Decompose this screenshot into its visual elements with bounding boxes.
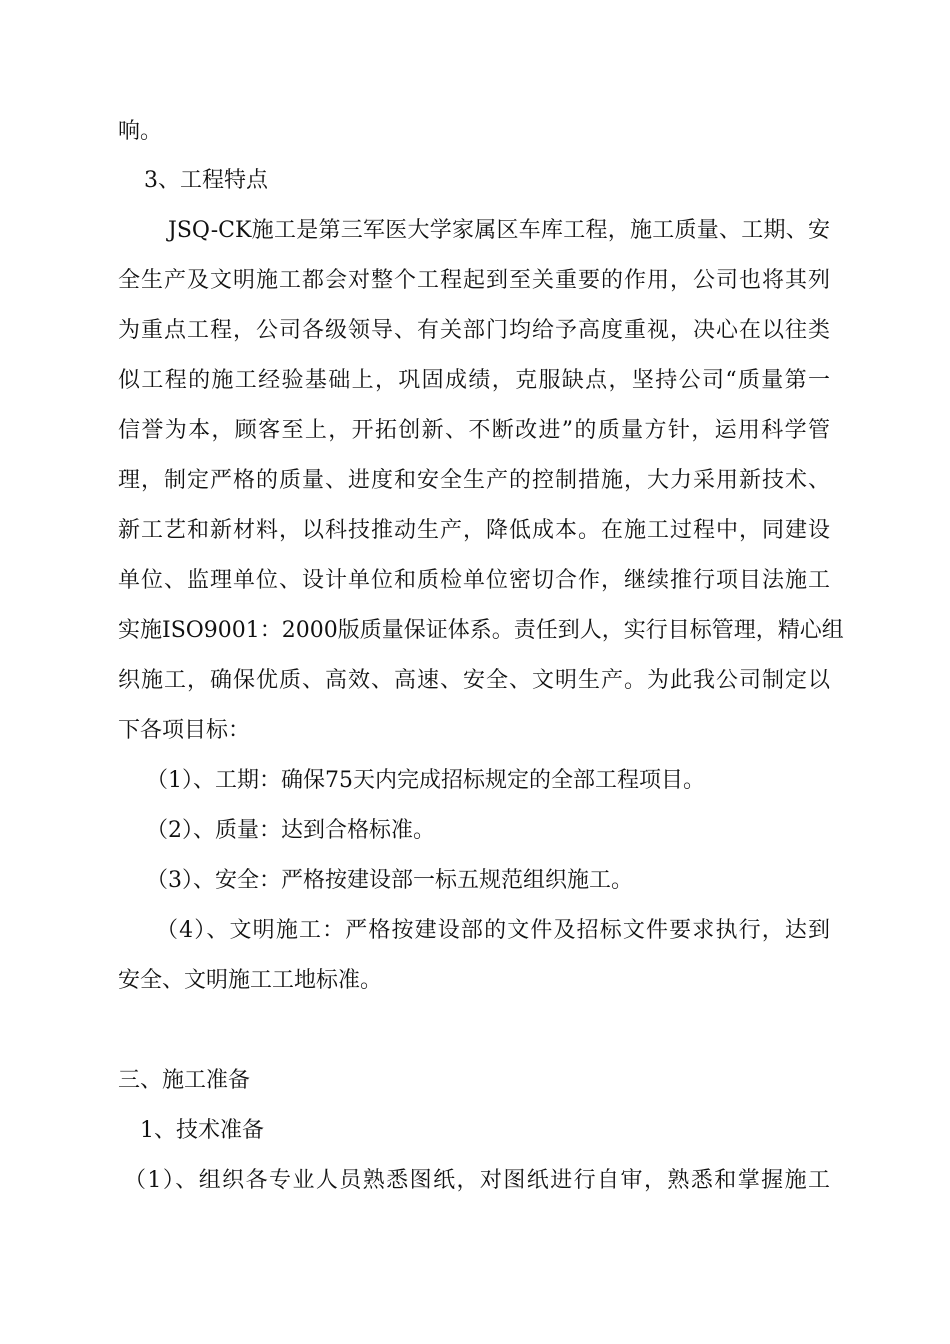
technical-prep-item-1: （1）、组织各专业人员熟悉图纸，对图纸进行自审，熟悉和掌握施工 bbox=[124, 1168, 830, 1193]
goal-item-3: （3）、安全：严格按建设部一标五规范组织施工。 bbox=[146, 868, 633, 893]
subsection-1-heading: 1、技术准备 bbox=[140, 1118, 264, 1143]
carry-over-text: 响。 bbox=[118, 119, 163, 144]
goal-item-4: （4）、文明施工：严格按建设部的文件及招标文件要求执行，达到 bbox=[156, 918, 830, 943]
goal-item-4-continuation: 安全、文明施工工地标准。 bbox=[118, 968, 383, 993]
paragraph-line-7: 新工艺和新材料，以科技推动生产，降低成本。在施工过程中，同建设 bbox=[118, 518, 830, 543]
goal-item-2: （2）、质量：达到合格标准。 bbox=[146, 818, 435, 843]
paragraph-line-6: 理，制定严格的质量、进度和安全生产的控制措施，大力采用新技术、 bbox=[118, 468, 830, 493]
section-three-heading: 三、施工准备 bbox=[118, 1068, 251, 1093]
paragraph-line-10: 织施工，确保优质、高效、高速、安全、文明生产。为此我公司制定以 bbox=[118, 668, 830, 693]
paragraph-line-9: 实施ISO9001：2000版质量保证体系。责任到人，实行目标管理，精心组 bbox=[118, 618, 844, 643]
paragraph-line-2: 全生产及文明施工都会对整个工程起到至关重要的作用，公司也将其列 bbox=[118, 268, 830, 293]
paragraph-line-11: 下各项目标： bbox=[118, 718, 251, 743]
paragraph-line-1: JSQ-CK施工是第三军医大学家属区车库工程，施工质量、工期、安 bbox=[168, 218, 830, 243]
section-3-heading: 3、工程特点 bbox=[144, 168, 268, 193]
paragraph-line-5: 信誉为本，顾客至上，开拓创新、不断改进”的质量方针，运用科学管 bbox=[118, 418, 830, 443]
paragraph-line-8: 单位、监理单位、设计单位和质检单位密切合作，继续推行项目法施工 bbox=[118, 568, 830, 593]
paragraph-line-3: 为重点工程，公司各级领导、有关部门均给予高度重视，决心在以往类 bbox=[118, 318, 830, 343]
goal-item-1: （1）、工期：确保75天内完成招标规定的全部工程项目。 bbox=[146, 768, 705, 793]
paragraph-line-4: 似工程的施工经验基础上，巩固成绩，克服缺点，坚持公司“质量第一 bbox=[118, 368, 830, 393]
